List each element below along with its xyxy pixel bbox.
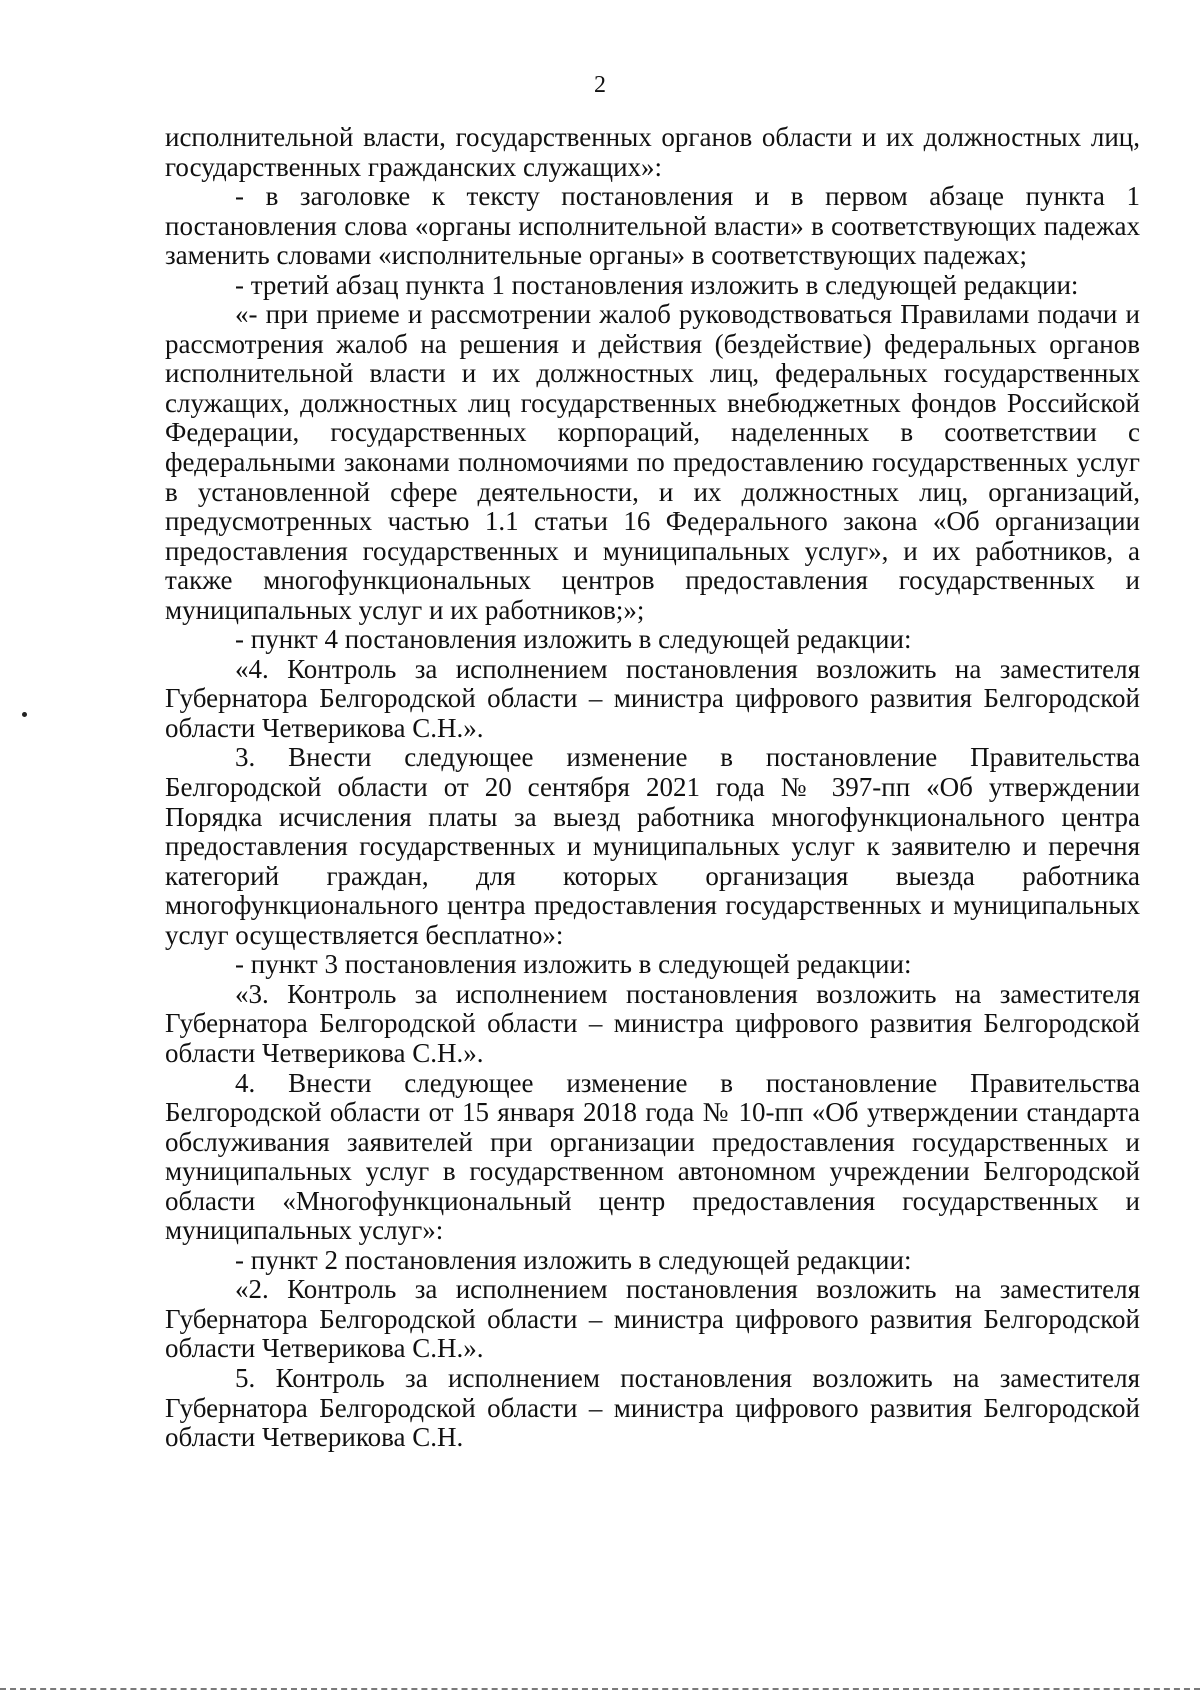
- paragraph-point2-text: «2. Контроль за исполнением постановления возложить на заместителя Губернатора Белгородской области – министра цифрового развития Белгородской области Четверикова С.Н.».: [165, 1274, 1140, 1364]
- page-number: 2: [594, 72, 606, 98]
- paragraph-item-3: 3. Внести следующее изменение в постановление Правительства Белгородской области от 20 сентября 2021 года № 397-пп «Об утверждении Порядка исчисления платы за выезд работника многофункционального центра предоставления государственных и муниципальных услуг к заявителю и перечня категорий граждан, для которых организация выезда работника многофункционального центра предоставления государственных и муниципальных услуг осуществляется бесплатно»:: [165, 742, 1140, 950]
- paragraph-point3-intro: - пункт 3 постановления изложить в следующей редакции:: [235, 949, 912, 980]
- scan-bottom-edge: [0, 1688, 1200, 1690]
- paragraph-heading-amendment: - в заголовке к тексту постановления и в первом абзаце пункта 1 постановления слова «органы исполнительной власти» в соответствующих падежах заменить словами «исполнительные органы» в соответствующих падежах;: [165, 181, 1140, 271]
- paragraph-item-5: 5. Контроль за исполнением постановления возложить на заместителя Губернатора Белгородской области – министра цифрового развития Белгородской области Четверикова С.Н.: [165, 1362, 1140, 1453]
- paragraph-point3-text: «3. Контроль за исполнением постановления возложить на заместителя Губернатора Белгородской области – министра цифрового развития Белгородской области Четверикова С.Н.».: [165, 978, 1140, 1068]
- paragraph-point4-text: «4. Контроль за исполнением постановления возложить на заместителя Губернатора Белгородской области – министра цифрового развития Белгородской области Четверикова С.Н.».: [165, 653, 1140, 743]
- document-body: [165, 123, 1140, 1453]
- paragraph-continuation: исполнительной власти, государственных органов области и их должностных лиц, государственных гражданских служащих»:: [165, 122, 1140, 182]
- scan-speck: [22, 712, 27, 717]
- paragraph-point2-intro: - пункт 2 постановления изложить в следующей редакции:: [235, 1244, 912, 1275]
- paragraph-point4-intro: - пункт 4 постановления изложить в следующей редакции:: [235, 624, 912, 655]
- paragraph-complaints-rules: «- при приеме и рассмотрении жалоб руководствоваться Правилами подачи и рассмотрения жалоб на решения и действия (бездействие) федеральных органов исполнительной власти и их должностных лиц, федеральных государственных служащих, должностных лиц государственных внебюджетных фондов Российской Федерации, государственных корпораций, наделенных в соответствии с федеральными законами полномочиями по предоставлению государственных услуг в установленной сфере деятельности, и их должностных лиц, организаций, предусмотренных частью 1.1 статьи 16 Федерального закона «Об организации предоставления государственных и муниципальных услуг», и их работников, а также многофункциональных центров предоставления государственных и муниципальных услуг и их работников;»;: [165, 299, 1140, 625]
- paragraph-third-indent-intro: - третий абзац пункта 1 постановления изложить в следующей редакции:: [235, 269, 1079, 300]
- paragraph-item-4: 4. Внести следующее изменение в постановление Правительства Белгородской области от 15 января 2018 года № 10-пп «Об утверждении стандарта обслуживания заявителей при организации предоставления государственных и муниципальных услуг в государственном автономном учреждении Белгородской области «Многофункциональный центр предоставления государственных и муниципальных услуг»:: [165, 1067, 1140, 1246]
